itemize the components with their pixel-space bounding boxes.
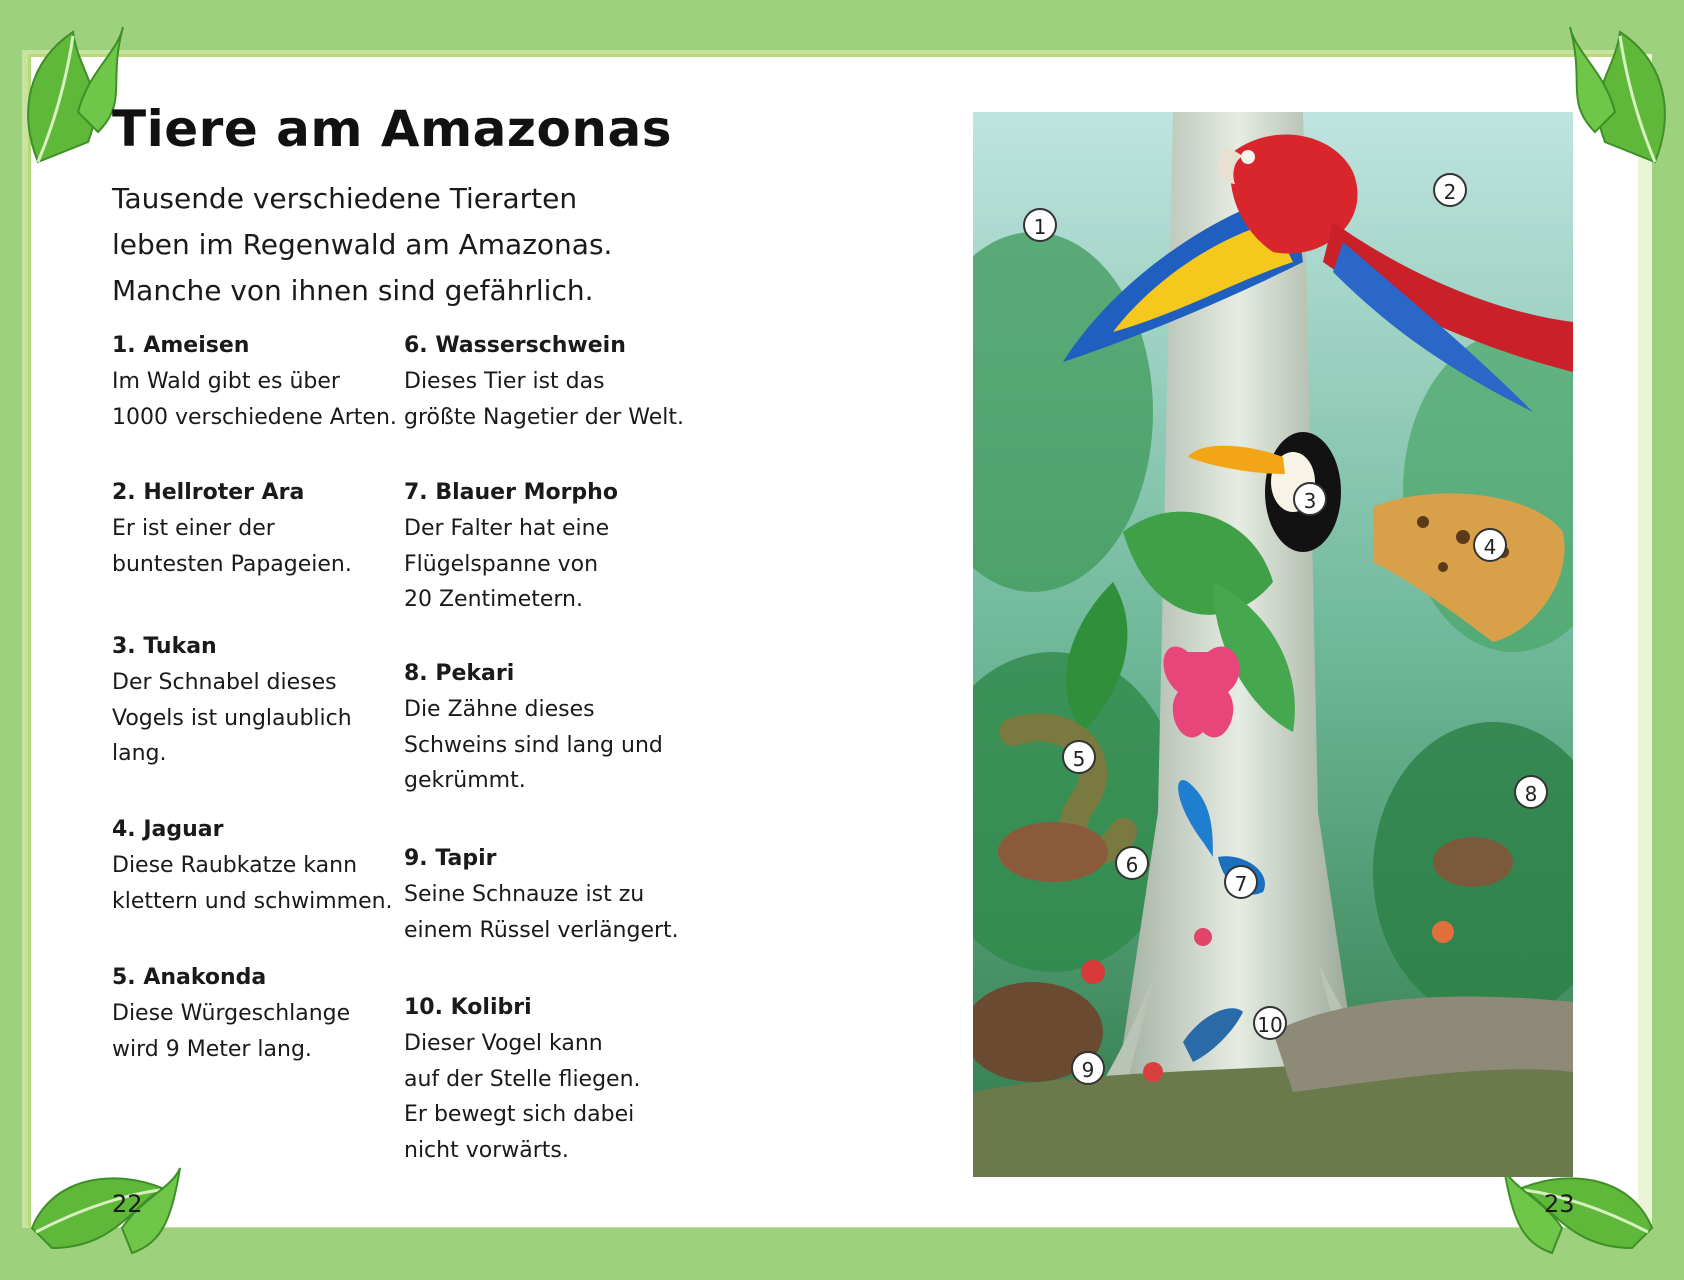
entry-tukan (112, 629, 397, 772)
entry-heading: 10. Kolibri (404, 995, 532, 1020)
red-flower (1081, 960, 1105, 984)
entry-text: Diese Würgeschlange wird 9 Meter lang. (112, 1001, 351, 1062)
marker-7: 7 (1224, 865, 1258, 899)
entry-jaguar (112, 812, 397, 919)
leaf-top-right-icon (1565, 22, 1675, 172)
page-number-right: 23 (1544, 1190, 1575, 1218)
entry-text: Er ist einer der buntesten Papageien. (112, 516, 352, 577)
entry-heading: 2. Hellroter Ara (112, 480, 305, 505)
entry-text: Der Schnabel dieses Vogels ist unglaublich lang. (112, 670, 352, 766)
jaguar-spot (1417, 516, 1429, 528)
leaf-bottom-left-icon (22, 1148, 182, 1258)
entry-heading: 5. Anakonda (112, 965, 267, 990)
marker-10: 10 (1253, 1006, 1287, 1040)
entry-anakonda (112, 960, 397, 1067)
entry-heading: 8. Pekari (404, 661, 515, 686)
entry-text: Diese Raubkatze kann klettern und schwimmen. (112, 853, 393, 914)
intro-line: Tausende verschiedene Tierarten (112, 182, 578, 215)
jaguar-spot (1438, 562, 1448, 572)
intro-line: leben im Regenwald am Amazonas. (112, 228, 613, 261)
entry-heading: 9. Tapir (404, 846, 497, 871)
marker-1: 1 (1023, 208, 1057, 242)
entry-wasserschwein (404, 328, 689, 435)
jaguar-spot (1456, 530, 1470, 544)
marker-2: 2 (1433, 173, 1467, 207)
macaw-eye (1241, 150, 1255, 164)
entry-heading: 6. Wasserschwein (404, 333, 626, 358)
intro-text (112, 176, 672, 314)
entry-text: Dieses Tier ist das größte Nagetier der Welt. (404, 369, 685, 430)
entry-text: Die Zähne dieses Schweins sind lang und gekrümmt. (404, 697, 663, 793)
red-flower (1432, 921, 1454, 943)
capybara (998, 822, 1108, 882)
entry-heading: 7. Blauer Morpho (404, 480, 618, 505)
page-number-left: 22 (112, 1190, 143, 1218)
entry-hellroter-ara (112, 475, 397, 582)
red-flower (1194, 928, 1212, 946)
rainforest-illustration (973, 112, 1573, 1177)
pekari (1433, 837, 1513, 887)
red-flower (1143, 1062, 1163, 1082)
entry-heading: 1. Ameisen (112, 333, 250, 358)
entry-text: Dieser Vogel kann auf der Stelle fliegen. Er bewegt sich dabei nicht vorwärts. (404, 1031, 641, 1163)
marker-4: 4 (1473, 528, 1507, 562)
marker-9: 9 (1071, 1051, 1105, 1085)
entry-heading: 3. Tukan (112, 634, 217, 659)
marker-6: 6 (1115, 846, 1149, 880)
entry-blauer-morpho (404, 475, 689, 618)
marker-3: 3 (1293, 482, 1327, 516)
marker-5: 5 (1062, 740, 1096, 774)
entry-text: Im Wald gibt es über 1000 verschiedene Arten. (112, 369, 397, 430)
entry-text: Seine Schnauze ist zu einem Rüssel verlängert. (404, 882, 679, 943)
intro-line: Manche von ihnen sind gefährlich. (112, 274, 594, 307)
entry-pekari (404, 656, 689, 799)
page-title: Tiere am Amazonas (112, 100, 672, 158)
page-edge (1638, 54, 1652, 1224)
entry-heading: 4. Jaguar (112, 817, 224, 842)
entry-tapir (404, 841, 689, 948)
entry-kolibri (404, 990, 689, 1168)
entry-text: Der Falter hat eine Flügelspanne von 20 Zentimetern. (404, 516, 610, 612)
entry-ameisen (112, 328, 397, 435)
marker-8: 8 (1514, 775, 1548, 809)
